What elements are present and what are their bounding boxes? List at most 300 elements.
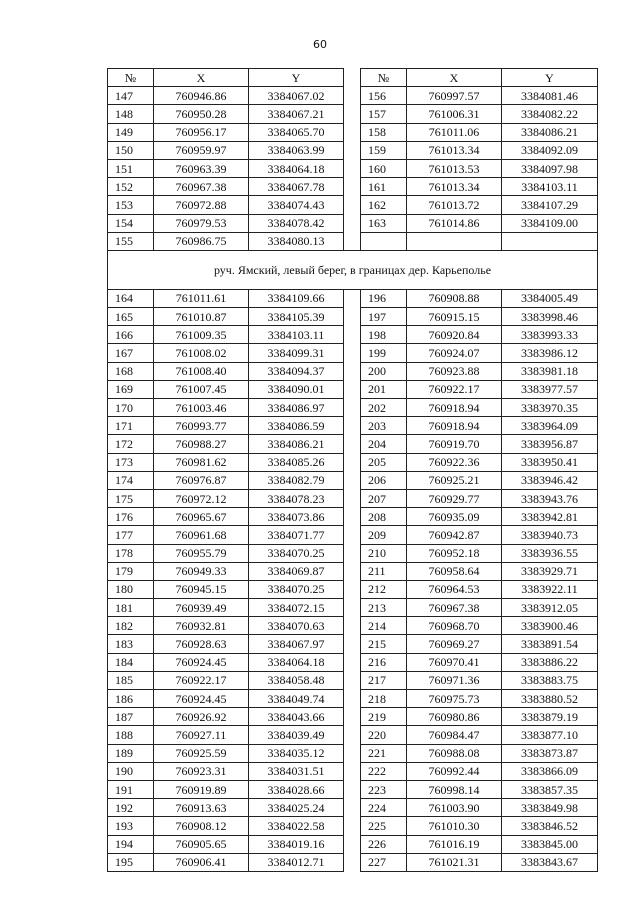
point-number-cell: 218 — [361, 690, 407, 708]
column-gap — [344, 326, 361, 344]
column-gap — [344, 489, 361, 507]
point-number-cell: 160 — [361, 159, 407, 177]
table-row — [108, 853, 598, 871]
column-gap — [344, 435, 361, 453]
column-gap — [344, 380, 361, 398]
y-coordinate-cell: 3384019.16 — [249, 835, 344, 853]
y-coordinate-cell: 3384086.21 — [249, 435, 344, 453]
point-number-cell: 203 — [361, 417, 407, 435]
point-number-cell: 205 — [361, 453, 407, 471]
table-row — [108, 489, 598, 507]
point-number-cell: 193 — [108, 817, 154, 835]
table-row — [108, 780, 598, 798]
x-coordinate-cell: 760975.73 — [407, 690, 502, 708]
y-coordinate-cell: 3383873.87 — [502, 744, 598, 762]
table-row — [108, 362, 598, 380]
y-coordinate-cell: 3384073.86 — [249, 508, 344, 526]
point-number-cell: 183 — [108, 635, 154, 653]
column-gap — [344, 817, 361, 835]
point-number-cell: 149 — [108, 123, 154, 141]
table-row — [108, 435, 598, 453]
x-coordinate-cell: 760988.27 — [154, 435, 249, 453]
table-row — [108, 508, 598, 526]
x-coordinate-cell: 760923.31 — [154, 762, 249, 780]
x-coordinate-cell: 760967.38 — [407, 599, 502, 617]
point-number-cell: 214 — [361, 617, 407, 635]
y-coordinate-cell: 3383950.41 — [502, 453, 598, 471]
y-coordinate-cell: 3383849.98 — [502, 799, 598, 817]
bottom-section — [108, 289, 598, 871]
table-row — [108, 544, 598, 562]
y-coordinate-cell: 3384107.29 — [502, 196, 598, 214]
x-coordinate-cell: 760942.87 — [407, 526, 502, 544]
point-number-cell: 186 — [108, 690, 154, 708]
top-section — [108, 87, 598, 251]
table-row — [108, 380, 598, 398]
x-coordinate-cell: 760905.65 — [154, 835, 249, 853]
y-coordinate-cell: 3384086.21 — [502, 123, 598, 141]
table-row — [108, 653, 598, 671]
x-coordinate-cell: 760908.88 — [407, 289, 502, 307]
point-number-cell: 220 — [361, 726, 407, 744]
x-coordinate-cell: 760925.21 — [407, 471, 502, 489]
y-coordinate-cell: 3384012.71 — [249, 853, 344, 871]
y-coordinate-cell: 3384080.13 — [249, 232, 344, 250]
y-coordinate-cell: 3384078.23 — [249, 489, 344, 507]
x-coordinate-cell: 760949.33 — [154, 562, 249, 580]
point-number-cell: 154 — [108, 214, 154, 232]
column-gap — [344, 289, 361, 307]
column-gap — [344, 308, 361, 326]
point-number-cell: 179 — [108, 562, 154, 580]
y-coordinate-cell: 3384082.79 — [249, 471, 344, 489]
x-coordinate-cell: 760969.27 — [407, 635, 502, 653]
y-coordinate-cell: 3383912.05 — [502, 599, 598, 617]
point-number-cell: 148 — [108, 105, 154, 123]
y-coordinate-cell: 3383981.18 — [502, 362, 598, 380]
point-number-cell: 223 — [361, 780, 407, 798]
point-number-cell: 176 — [108, 508, 154, 526]
point-number-cell: 172 — [108, 435, 154, 453]
y-coordinate-cell: 3384043.66 — [249, 708, 344, 726]
column-gap — [344, 196, 361, 214]
col-header-y: Y — [502, 69, 598, 87]
x-coordinate-cell — [407, 232, 502, 250]
x-coordinate-cell: 761016.19 — [407, 835, 502, 853]
point-number-cell: 213 — [361, 599, 407, 617]
y-coordinate-cell: 3384081.46 — [502, 87, 598, 105]
x-coordinate-cell: 761013.53 — [407, 159, 502, 177]
y-coordinate-cell: 3384097.98 — [502, 159, 598, 177]
column-gap — [344, 399, 361, 417]
table-row — [108, 123, 598, 141]
point-number-cell: 199 — [361, 344, 407, 362]
table-row — [108, 344, 598, 362]
y-coordinate-cell: 3384031.51 — [249, 762, 344, 780]
column-gap — [344, 544, 361, 562]
x-coordinate-cell: 760981.62 — [154, 453, 249, 471]
point-number-cell: 164 — [108, 289, 154, 307]
x-coordinate-cell: 760972.12 — [154, 489, 249, 507]
y-coordinate-cell: 3384069.87 — [249, 562, 344, 580]
x-coordinate-cell: 761009.35 — [154, 326, 249, 344]
point-number-cell: 191 — [108, 780, 154, 798]
point-number-cell: 161 — [361, 178, 407, 196]
x-coordinate-cell: 760945.15 — [154, 580, 249, 598]
point-number-cell: 158 — [361, 123, 407, 141]
y-coordinate-cell: 3384086.97 — [249, 399, 344, 417]
y-coordinate-cell: 3383846.52 — [502, 817, 598, 835]
point-number-cell: 173 — [108, 453, 154, 471]
column-gap — [344, 835, 361, 853]
x-coordinate-cell: 761006.31 — [407, 105, 502, 123]
x-coordinate-cell: 760919.70 — [407, 435, 502, 453]
column-gap — [344, 232, 361, 250]
y-coordinate-cell: 3383942.81 — [502, 508, 598, 526]
x-coordinate-cell: 760976.87 — [154, 471, 249, 489]
point-number-cell: 188 — [108, 726, 154, 744]
y-coordinate-cell: 3383956.87 — [502, 435, 598, 453]
column-gap — [344, 726, 361, 744]
y-coordinate-cell: 3383929.71 — [502, 562, 598, 580]
point-number-cell: 195 — [108, 853, 154, 871]
point-number-cell: 201 — [361, 380, 407, 398]
x-coordinate-cell: 760922.36 — [407, 453, 502, 471]
point-number-cell: 226 — [361, 835, 407, 853]
y-coordinate-cell: 3384005.49 — [502, 289, 598, 307]
table-row — [108, 599, 598, 617]
x-coordinate-cell: 761007.45 — [154, 380, 249, 398]
point-number-cell: 174 — [108, 471, 154, 489]
point-number-cell: 151 — [108, 159, 154, 177]
x-coordinate-cell: 760925.59 — [154, 744, 249, 762]
x-coordinate-cell: 760935.09 — [407, 508, 502, 526]
y-coordinate-cell: 3384072.15 — [249, 599, 344, 617]
point-number-cell — [361, 232, 407, 250]
section-title: руч. Ямский, левый берег, в границах дер. Карьеполье — [108, 250, 598, 289]
table-row — [108, 690, 598, 708]
x-coordinate-cell: 760922.17 — [154, 671, 249, 689]
point-number-cell: 168 — [108, 362, 154, 380]
x-coordinate-cell: 760946.86 — [154, 87, 249, 105]
point-number-cell: 177 — [108, 526, 154, 544]
point-number-cell: 215 — [361, 635, 407, 653]
col-header-number: № — [361, 69, 407, 87]
point-number-cell: 212 — [361, 580, 407, 598]
x-coordinate-cell: 760932.81 — [154, 617, 249, 635]
table-row — [108, 308, 598, 326]
table-row — [108, 580, 598, 598]
column-gap — [344, 453, 361, 471]
point-number-cell: 219 — [361, 708, 407, 726]
y-coordinate-cell: 3384035.12 — [249, 744, 344, 762]
y-coordinate-cell: 3384065.70 — [249, 123, 344, 141]
point-number-cell: 175 — [108, 489, 154, 507]
column-gap — [344, 799, 361, 817]
y-coordinate-cell: 3384067.78 — [249, 178, 344, 196]
point-number-cell: 150 — [108, 141, 154, 159]
x-coordinate-cell: 760967.38 — [154, 178, 249, 196]
column-gap — [344, 344, 361, 362]
point-number-cell: 180 — [108, 580, 154, 598]
y-coordinate-cell: 3384058.48 — [249, 671, 344, 689]
x-coordinate-cell: 760968.70 — [407, 617, 502, 635]
x-coordinate-cell: 760992.44 — [407, 762, 502, 780]
table-row — [108, 744, 598, 762]
table-row — [108, 326, 598, 344]
point-number-cell: 192 — [108, 799, 154, 817]
y-coordinate-cell: 3383977.57 — [502, 380, 598, 398]
x-coordinate-cell: 760963.39 — [154, 159, 249, 177]
x-coordinate-cell: 760906.41 — [154, 853, 249, 871]
x-coordinate-cell: 760952.18 — [407, 544, 502, 562]
x-coordinate-cell: 760958.64 — [407, 562, 502, 580]
coordinates-table — [107, 68, 598, 872]
x-coordinate-cell: 760927.11 — [154, 726, 249, 744]
y-coordinate-cell: 3384074.43 — [249, 196, 344, 214]
x-coordinate-cell: 760928.63 — [154, 635, 249, 653]
point-number-cell: 200 — [361, 362, 407, 380]
column-gap — [344, 123, 361, 141]
point-number-cell: 181 — [108, 599, 154, 617]
x-coordinate-cell: 760915.15 — [407, 308, 502, 326]
x-coordinate-cell: 760908.12 — [154, 817, 249, 835]
x-coordinate-cell: 760988.08 — [407, 744, 502, 762]
y-coordinate-cell: 3383845.00 — [502, 835, 598, 853]
point-number-cell: 167 — [108, 344, 154, 362]
point-number-cell: 227 — [361, 853, 407, 871]
point-number-cell: 221 — [361, 744, 407, 762]
y-coordinate-cell: 3384071.77 — [249, 526, 344, 544]
x-coordinate-cell: 760922.17 — [407, 380, 502, 398]
column-gap — [344, 762, 361, 780]
x-coordinate-cell: 760950.28 — [154, 105, 249, 123]
y-coordinate-cell: 3384103.11 — [502, 178, 598, 196]
point-number-cell: 216 — [361, 653, 407, 671]
x-coordinate-cell: 761003.90 — [407, 799, 502, 817]
x-coordinate-cell: 760998.14 — [407, 780, 502, 798]
point-number-cell: 157 — [361, 105, 407, 123]
point-number-cell: 210 — [361, 544, 407, 562]
column-gap — [344, 617, 361, 635]
point-number-cell: 152 — [108, 178, 154, 196]
x-coordinate-cell: 761021.31 — [407, 853, 502, 871]
x-coordinate-cell: 761008.40 — [154, 362, 249, 380]
y-coordinate-cell: 3384109.66 — [249, 289, 344, 307]
x-coordinate-cell: 760918.94 — [407, 417, 502, 435]
y-coordinate-cell: 3383943.76 — [502, 489, 598, 507]
x-coordinate-cell: 761011.06 — [407, 123, 502, 141]
x-coordinate-cell: 760961.68 — [154, 526, 249, 544]
col-header-y: Y — [249, 69, 344, 87]
column-gap — [344, 599, 361, 617]
table-row — [108, 105, 598, 123]
col-header-x: X — [154, 69, 249, 87]
point-number-cell: 196 — [361, 289, 407, 307]
column-gap — [344, 780, 361, 798]
column-gap — [344, 159, 361, 177]
point-number-cell: 211 — [361, 562, 407, 580]
y-coordinate-cell: 3384090.01 — [249, 380, 344, 398]
point-number-cell: 187 — [108, 708, 154, 726]
column-gap — [344, 562, 361, 580]
point-number-cell: 162 — [361, 196, 407, 214]
point-number-cell: 169 — [108, 380, 154, 398]
point-number-cell: 224 — [361, 799, 407, 817]
x-coordinate-cell: 760970.41 — [407, 653, 502, 671]
y-coordinate-cell: 3384099.31 — [249, 344, 344, 362]
column-gap — [344, 141, 361, 159]
x-coordinate-cell: 760924.45 — [154, 690, 249, 708]
x-coordinate-cell: 760965.67 — [154, 508, 249, 526]
col-header-number: № — [108, 69, 154, 87]
point-number-cell: 166 — [108, 326, 154, 344]
column-gap — [344, 362, 361, 380]
x-coordinate-cell: 760955.79 — [154, 544, 249, 562]
y-coordinate-cell — [502, 232, 598, 250]
y-coordinate-cell: 3384064.18 — [249, 159, 344, 177]
y-coordinate-cell: 3384067.21 — [249, 105, 344, 123]
table-row — [108, 526, 598, 544]
x-coordinate-cell: 761011.61 — [154, 289, 249, 307]
x-coordinate-cell: 761013.34 — [407, 178, 502, 196]
y-coordinate-cell: 3384070.63 — [249, 617, 344, 635]
table-row — [108, 87, 598, 105]
column-gap — [344, 580, 361, 598]
y-coordinate-cell: 3384103.11 — [249, 326, 344, 344]
table-row — [108, 178, 598, 196]
x-coordinate-cell: 761013.72 — [407, 196, 502, 214]
table-row — [108, 762, 598, 780]
point-number-cell: 156 — [361, 87, 407, 105]
y-coordinate-cell: 3383986.12 — [502, 344, 598, 362]
table-row — [108, 159, 598, 177]
x-coordinate-cell: 760939.49 — [154, 599, 249, 617]
x-coordinate-cell: 760926.92 — [154, 708, 249, 726]
x-coordinate-cell: 760913.63 — [154, 799, 249, 817]
y-coordinate-cell: 3384067.97 — [249, 635, 344, 653]
point-number-cell: 222 — [361, 762, 407, 780]
x-coordinate-cell: 760972.88 — [154, 196, 249, 214]
point-number-cell: 198 — [361, 326, 407, 344]
point-number-cell: 190 — [108, 762, 154, 780]
point-number-cell: 153 — [108, 196, 154, 214]
column-gap — [344, 744, 361, 762]
y-coordinate-cell: 3384105.39 — [249, 308, 344, 326]
y-coordinate-cell: 3383857.35 — [502, 780, 598, 798]
x-coordinate-cell: 761008.02 — [154, 344, 249, 362]
x-coordinate-cell: 760923.88 — [407, 362, 502, 380]
y-coordinate-cell: 3384070.25 — [249, 544, 344, 562]
y-coordinate-cell: 3383880.52 — [502, 690, 598, 708]
x-coordinate-cell: 761013.34 — [407, 141, 502, 159]
point-number-cell: 194 — [108, 835, 154, 853]
x-coordinate-cell: 760919.89 — [154, 780, 249, 798]
table-row — [108, 562, 598, 580]
y-coordinate-cell: 3383922.11 — [502, 580, 598, 598]
x-coordinate-cell: 760924.07 — [407, 344, 502, 362]
x-coordinate-cell: 760920.84 — [407, 326, 502, 344]
table-row — [108, 708, 598, 726]
table-row — [108, 471, 598, 489]
y-coordinate-cell: 3384092.09 — [502, 141, 598, 159]
column-gap — [344, 69, 361, 87]
point-number-cell: 202 — [361, 399, 407, 417]
point-number-cell: 182 — [108, 617, 154, 635]
point-number-cell: 178 — [108, 544, 154, 562]
y-coordinate-cell: 3384049.74 — [249, 690, 344, 708]
x-coordinate-cell: 761010.30 — [407, 817, 502, 835]
point-number-cell: 185 — [108, 671, 154, 689]
point-number-cell: 225 — [361, 817, 407, 835]
point-number-cell: 206 — [361, 471, 407, 489]
point-number-cell: 171 — [108, 417, 154, 435]
col-header-x: X — [407, 69, 502, 87]
point-number-cell: 189 — [108, 744, 154, 762]
point-number-cell: 165 — [108, 308, 154, 326]
x-coordinate-cell: 760924.45 — [154, 653, 249, 671]
point-number-cell: 207 — [361, 489, 407, 507]
y-coordinate-cell: 3383886.22 — [502, 653, 598, 671]
table-row — [108, 817, 598, 835]
column-gap — [344, 653, 361, 671]
y-coordinate-cell: 3384064.18 — [249, 653, 344, 671]
table-row — [108, 453, 598, 471]
y-coordinate-cell: 3383940.73 — [502, 526, 598, 544]
x-coordinate-cell: 760997.57 — [407, 87, 502, 105]
section-row — [108, 250, 598, 289]
point-number-cell: 197 — [361, 308, 407, 326]
table-row — [108, 617, 598, 635]
column-gap — [344, 635, 361, 653]
point-number-cell: 209 — [361, 526, 407, 544]
column-gap — [344, 526, 361, 544]
y-coordinate-cell: 3384067.02 — [249, 87, 344, 105]
y-coordinate-cell: 3384070.25 — [249, 580, 344, 598]
x-coordinate-cell: 760929.77 — [407, 489, 502, 507]
y-coordinate-cell: 3384109.00 — [502, 214, 598, 232]
y-coordinate-cell: 3383964.09 — [502, 417, 598, 435]
y-coordinate-cell: 3383877.10 — [502, 726, 598, 744]
column-gap — [344, 708, 361, 726]
y-coordinate-cell: 3384078.42 — [249, 214, 344, 232]
x-coordinate-cell: 760986.75 — [154, 232, 249, 250]
y-coordinate-cell: 3383998.46 — [502, 308, 598, 326]
x-coordinate-cell: 760959.97 — [154, 141, 249, 159]
table-row — [108, 214, 598, 232]
table-row — [108, 141, 598, 159]
column-gap — [344, 417, 361, 435]
y-coordinate-cell: 3384039.49 — [249, 726, 344, 744]
y-coordinate-cell: 3383866.09 — [502, 762, 598, 780]
point-number-cell: 217 — [361, 671, 407, 689]
point-number-cell: 159 — [361, 141, 407, 159]
table-row — [108, 726, 598, 744]
column-gap — [344, 690, 361, 708]
table-row — [108, 196, 598, 214]
x-coordinate-cell: 760993.77 — [154, 417, 249, 435]
table-row — [108, 399, 598, 417]
point-number-cell: 163 — [361, 214, 407, 232]
x-coordinate-cell: 761003.46 — [154, 399, 249, 417]
x-coordinate-cell: 760984.47 — [407, 726, 502, 744]
column-gap — [344, 178, 361, 196]
x-coordinate-cell: 761014.86 — [407, 214, 502, 232]
y-coordinate-cell: 3384028.66 — [249, 780, 344, 798]
x-coordinate-cell: 760918.94 — [407, 399, 502, 417]
x-coordinate-cell: 760971.36 — [407, 671, 502, 689]
x-coordinate-cell: 760979.53 — [154, 214, 249, 232]
